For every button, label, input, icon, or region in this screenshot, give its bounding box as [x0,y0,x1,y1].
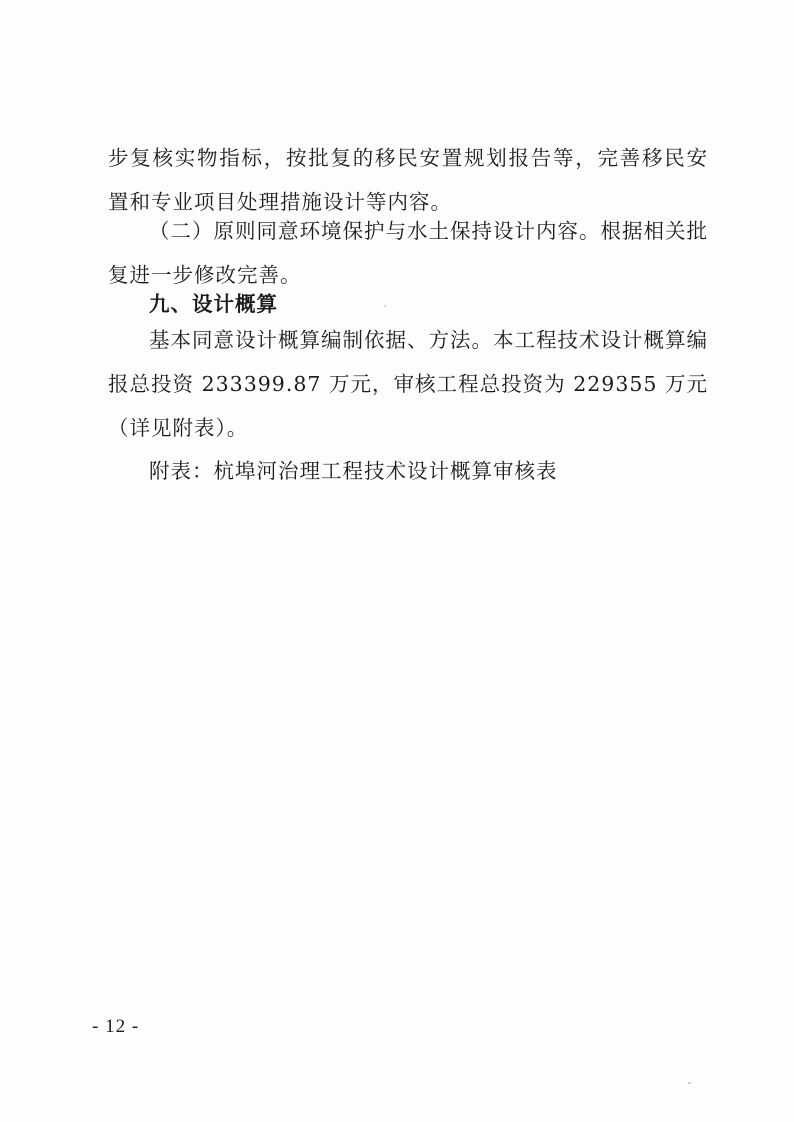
paragraph-design-estimate: 基本同意设计概算编制依据、方法。本工程技术设计概算编报总投资 233399.87 万元，审核工程总投资为 229355 万元（详见附表）。 [108,328,708,440]
scan-speck [384,305,386,307]
section-heading-design-estimate: 九、设计概算 [149,292,278,316]
attachment-reference: 附表：杭埠河治理工程技术设计概算审核表 [149,459,558,483]
page-number: - 12 - [92,1016,140,1037]
scan-speck [688,1082,691,1084]
paragraph-resettlement: 步复核实物指标，按批复的移民安置规划报告等，完善移民安置和专业项目处理措施设计等内容。 [108,146,708,214]
paragraph-environmental-protection: （二）原则同意环境保护与水土保持设计内容。根据相关批复进一步修改完善。 [108,219,708,287]
